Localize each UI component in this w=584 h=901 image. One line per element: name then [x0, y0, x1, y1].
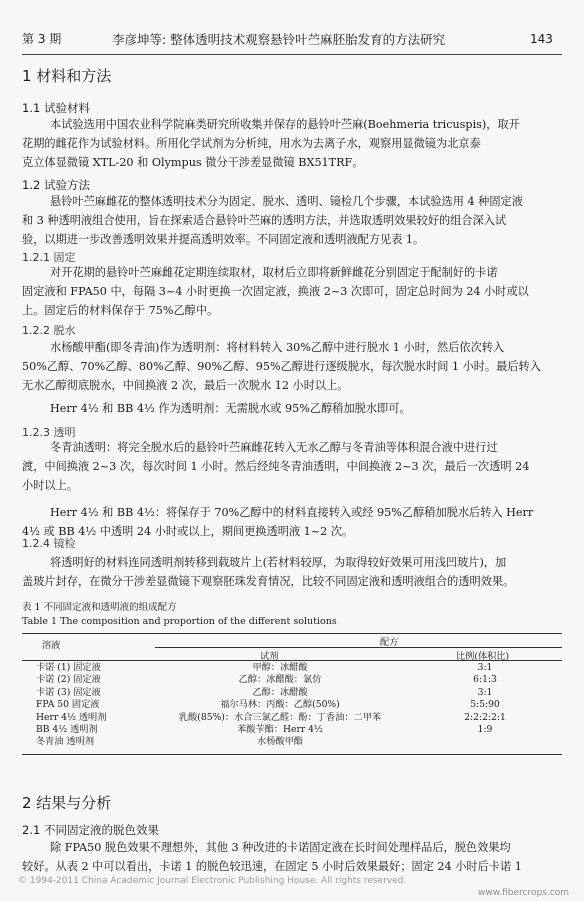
table-cell-ratio: 6:1:3 [473, 674, 497, 686]
table-cell-reagent: 福尔马林：丙酸：乙醇(50%) [220, 699, 340, 711]
table-cell-ratio: 3:1 [477, 686, 493, 698]
text-line: 小时以上。 [22, 479, 78, 492]
table-cell-solution: 冬青油 透明剂 [36, 736, 95, 748]
page-number: 143 [530, 32, 553, 46]
text-line: 对开花期的悬铃叶苎麻雌花定期连续取材，取材后立即将新鲜雌花分别固定于配制好的卡诺 [50, 266, 498, 279]
section-1-2-3-body [22, 438, 567, 541]
table-cell-solution: BB 4½ 透明剂 [36, 724, 98, 736]
section-2-1-body [22, 838, 567, 876]
text-line: 除 FPA50 脱色效果不理想外，其他 3 种改进的卡诺固定液在长时间处理样品后，脱色效果均 [50, 841, 511, 854]
section-2-heading: 2 结果与分析 [22, 794, 112, 812]
table-cell-solution: 卡诺 (1) 固定液 [36, 662, 101, 673]
table-cell-reagent: 乙醇：冰醋酸 [252, 686, 308, 698]
section-1-1-body [22, 115, 567, 172]
table-cell-solution: 卡诺 (2) 固定液 [36, 674, 101, 686]
text-line: 水杨酸甲酯(即冬青油)作为透明剂：将材料转入 30%乙醇中进行脱水 1 小时，然后依次转入 [50, 341, 505, 354]
table-cell-ratio: 5:5:90 [470, 699, 500, 711]
text-line: 无水乙醇彻底脱水，中间换液 2 次，最后一次脱水 12 小时以上。 [22, 379, 349, 392]
table-top-rule [22, 633, 562, 634]
section-1-2-heading: 1.2 试验方法 [22, 178, 90, 192]
text-line: 固定液和 FPA50 中，每隔 3~4 小时更换一次固定液，换液 2~3 次即可，固定总时间为 24 小时或以 [22, 285, 529, 298]
text-line: 冬青油透明：将完全脱水后的悬铃叶苎麻雌花转入无水乙醇与冬青油等体积混合液中进行过 [50, 441, 498, 454]
text-line: Herr 4½ 和 BB 4½ 作为透明剂：无需脱水或 95%乙醇稍加脱水即可。 [50, 402, 411, 415]
section-1-2-2-heading: 1.2.2 脱水 [22, 324, 76, 337]
table-column-reagent [155, 662, 405, 749]
table-cell-reagent: 苯酸苄酯：Herr 4½ [237, 724, 323, 736]
table-column-solution [36, 662, 106, 749]
text-line: 克立体显微镜 XTL-20 和 Olympus 微分干涉差显微镜 BX51TRF。 [22, 156, 364, 169]
running-title: 李彦坤等: 整体透明技术观察悬铃叶苎麻胚胎发育的方法研究 [112, 32, 446, 47]
watermark: www.fibercrops.com [478, 888, 569, 898]
table-cell-ratio: 1:9 [477, 724, 493, 736]
text-line: 悬铃叶苎麻雌花的整体透明技术分为固定、脱水、透明、镜检几个步骤，本试验选用 4 种固定液 [50, 195, 523, 208]
text-line: 盖玻片封存，在微分干涉差显微镜下观察胚珠发育情况，比较不同固定液和透明液组合的透明效果。 [22, 575, 515, 588]
section-1-2-3-heading: 1.2.3 透明 [22, 426, 76, 439]
text-line: 较好。从表 2 中可以看出，卡诺 1 的脱色较迅速，在固定 5 小时后效果最好；固定 24 小时后卡诺 1 [22, 860, 522, 873]
table-cell-solution: Herr 4½ 透明剂 [36, 711, 107, 723]
table-cell-reagent: 乳酸(85%)：水合三氯乙醛：酚：丁香油：二甲苯 [178, 711, 382, 723]
table-header-formula: 配方 [380, 637, 399, 648]
text-line: 花期的雌花作为试验材料。所用化学试剂为分析纯，用水为去离子水，观察用显微镜为北京泰 [22, 137, 481, 150]
table-header-ratio: 比例(体积比) [456, 651, 510, 662]
table-header-solution: 溶液 [42, 640, 61, 651]
text-line: 验，以期进一步改善透明效果并提高透明效率。不同固定液和透明液配方见表 1。 [22, 233, 425, 246]
section-1-2-2-body [22, 338, 567, 418]
section-1-2-1-body [22, 263, 567, 320]
table-header-rule [22, 660, 562, 661]
copyright-notice: © 1994-2011 China Academic Journal Electronic Publishing House. All rights reserved. [18, 876, 407, 886]
text-line: 4½ 或 BB 4½ 中透明 24 小时或以上，期间更换透明液 1~2 次。 [22, 525, 354, 538]
table-cell-solution: 卡诺 (3) 固定液 [36, 686, 101, 698]
table-caption-cn: 表 1 不同固定液和透明液的组成配方 [22, 602, 177, 613]
table-cell-ratio: 2:2:2:2:1 [464, 711, 506, 723]
issue-label: 第 3 期 [22, 32, 62, 46]
table-cell-reagent: 水杨酸甲酯 [257, 736, 303, 748]
table-cell-ratio: 3:1 [477, 662, 493, 673]
section-1-2-1-heading: 1.2.1 固定 [22, 251, 76, 264]
text-line: 和 3 种透明液组合使用，旨在探索适合悬铃叶苎麻的透明方法，并选取透明效果较好的组合深入试 [22, 214, 507, 227]
table-caption-en: Table 1 The composition and proportion of the different solutions [22, 616, 337, 627]
table-column-ratio [440, 662, 530, 749]
text-line: 50%乙醇、70%乙醇、80%乙醇、90%乙醇、95%乙醇进行逐级脱水，每次脱水时间 1 小时。最后转入 [22, 360, 541, 373]
table-header-reagent: 试剂 [260, 651, 279, 662]
table-cell-solution: FPA 50 固定液 [36, 699, 100, 711]
table-cell-ratio [440, 736, 530, 748]
text-line: 将透明好的材料连同透明剂转移到载玻片上(若材料较厚，为取得较好效果可用浅凹玻片)，加 [50, 556, 507, 569]
text-line: 本试验选用中国农业科学院麻类研究所收集并保存的悬铃叶苎麻(Boehmeria tricuspis)，取开 [50, 118, 520, 131]
section-1-1-heading: 1.1 试验材料 [22, 101, 90, 115]
section-1-2-body [22, 192, 567, 249]
header-rule [22, 54, 562, 55]
table-bottom-rule [22, 754, 562, 755]
section-1-2-4-body [22, 553, 567, 591]
table-cell-reagent: 甲醇：冰醋酸 [252, 662, 308, 673]
section-1-2-4-heading: 1.2.4 镜检 [22, 537, 76, 550]
section-2-1-heading: 2.1 不同固定液的脱色效果 [22, 823, 159, 837]
text-line: 渡，中间换液 2~3 次，每次时间 1 小时。然后经纯冬青油透明，中间换液 2~3 次，最后一次透明 24 [22, 460, 530, 473]
table-cell-reagent: 乙醇：冰醋酸：氯仿 [238, 674, 322, 686]
section-1-heading: 1 材料和方法 [22, 67, 112, 85]
text-line: 上。固定后的材料保存于 75%乙醇中。 [22, 304, 219, 317]
text-line: Herr 4½ 和 BB 4½：将保存于 70%乙醇中的材料直接转入或经 95%乙醇稍加脱水后转入 Herr [50, 506, 534, 519]
